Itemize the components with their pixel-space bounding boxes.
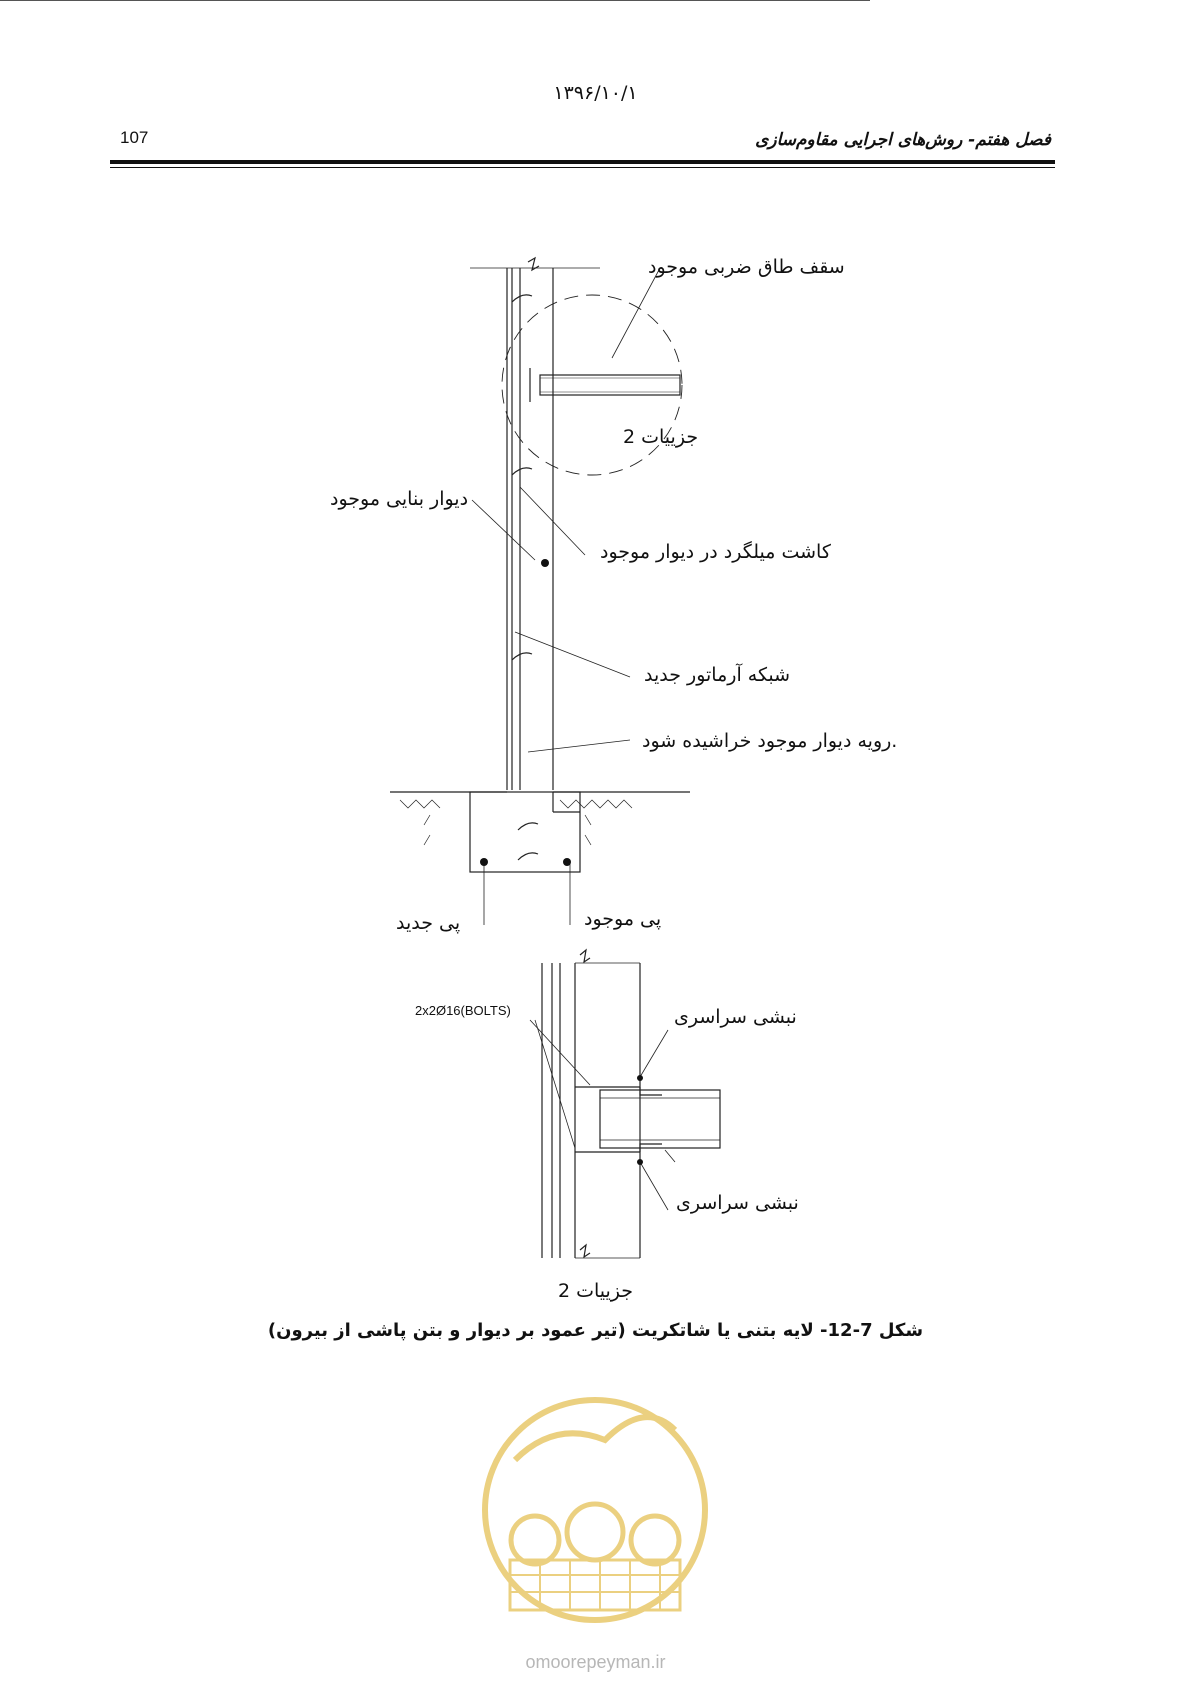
label-new-footing: پی جدید (396, 912, 461, 934)
label-bolts: 2x2Ø16(BOLTS) (415, 1003, 511, 1018)
page-number: 107 (120, 128, 149, 147)
label-detail-ref: جزییات 2 (623, 426, 699, 448)
wall-section-drawing (390, 258, 690, 925)
figure-caption: شکل 7-12- لایه بتنی یا شاتکریت (تیر عمود بر دیوار و بتن پاشی از بیرون) (267, 1320, 924, 1341)
chapter-title: فصل هفتم- روش‌های اجرایی مقاوم‌سازی (755, 130, 1051, 150)
label-dowels: کاشت میلگرد در دیوار موجود (600, 541, 831, 563)
label-angle-bottom: نبشی سراسری (676, 1192, 799, 1214)
page-date: ۱۳۹۶/۱۰/۱ (553, 82, 638, 104)
label-surface: .رویه دیوار موجود خراشیده شود (642, 730, 898, 752)
omoorepeyman-logo (485, 1400, 705, 1620)
logo-url: omoorepeyman.ir (525, 1652, 666, 1672)
label-ceiling: سقف طاق ضربی موجود (648, 256, 845, 278)
label-angle-top: نبشی سراسری (674, 1006, 797, 1028)
label-masonry-wall: دیوار بنایی موجود (330, 488, 469, 510)
label-mesh: شبکه آرماتور جدید (644, 664, 791, 686)
detail-title: جزییات 2 (557, 1280, 634, 1302)
label-existing-footing: پی موجود (584, 908, 662, 930)
